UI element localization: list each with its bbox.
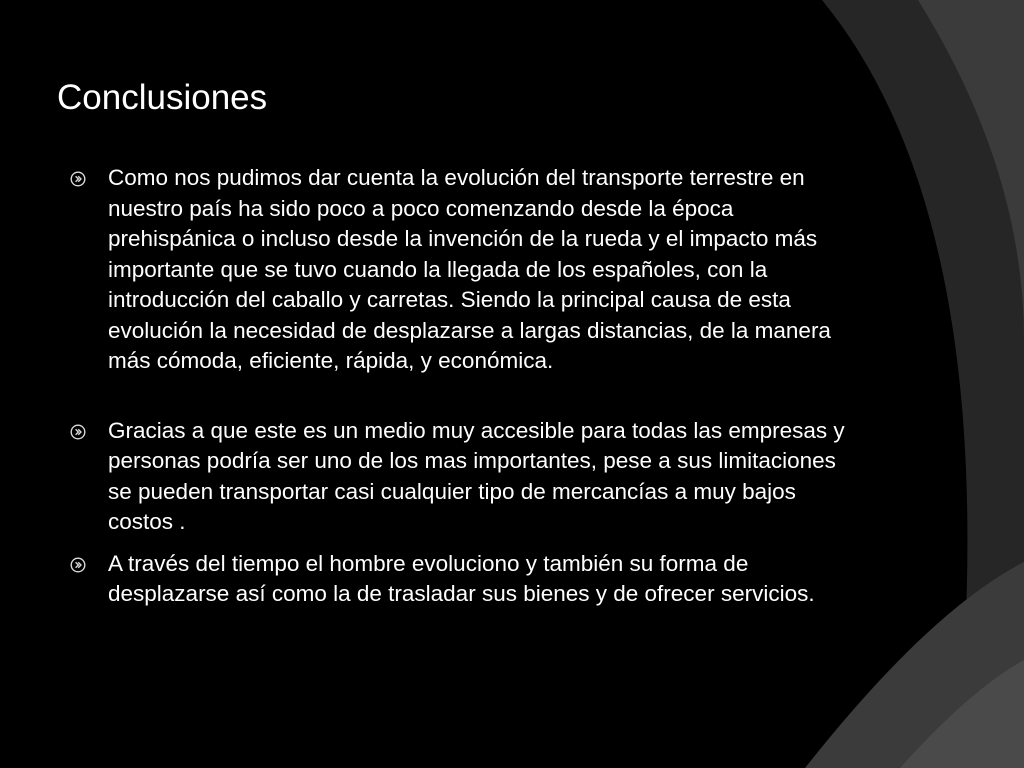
bullet-text: Gracias a que este es un medio muy accesible para todas las empresas y personas podría ser uno de los mas importantes, pese a sus limitaciones se pueden transportar casi cualquier tipo de mercancías a muy bajos costos . bbox=[108, 417, 845, 534]
bullet-item-2 bbox=[70, 416, 860, 538]
bullet-list bbox=[70, 163, 860, 610]
circle-chevron-right-icon bbox=[70, 424, 86, 440]
bullet-item-3 bbox=[70, 549, 860, 610]
slide-title: Conclusiones bbox=[57, 78, 268, 117]
bullet-item-1 bbox=[70, 163, 860, 377]
circle-chevron-right-icon bbox=[70, 171, 86, 187]
bullet-text: Como nos pudimos dar cuenta la evolución del transporte terrestre en nuestro país ha sido poco a poco comenzando desde la época prehispánica o incluso desde la invención de la rueda y el impacto más importante que se tuvo cuando la llegada de los españoles, con la introducción del caballo y carretas. Siendo la principal causa de esta evolución la necesidad de desplazarse a largas distancias, de la manera más cómoda, eficiente, rápida, y económica. bbox=[108, 165, 831, 373]
circle-chevron-right-icon bbox=[70, 557, 86, 573]
bullet-text: A través del tiempo el hombre evoluciono y también su forma de desplazarse así como la de trasladar sus bienes y de ofrecer servicios. bbox=[108, 550, 815, 606]
